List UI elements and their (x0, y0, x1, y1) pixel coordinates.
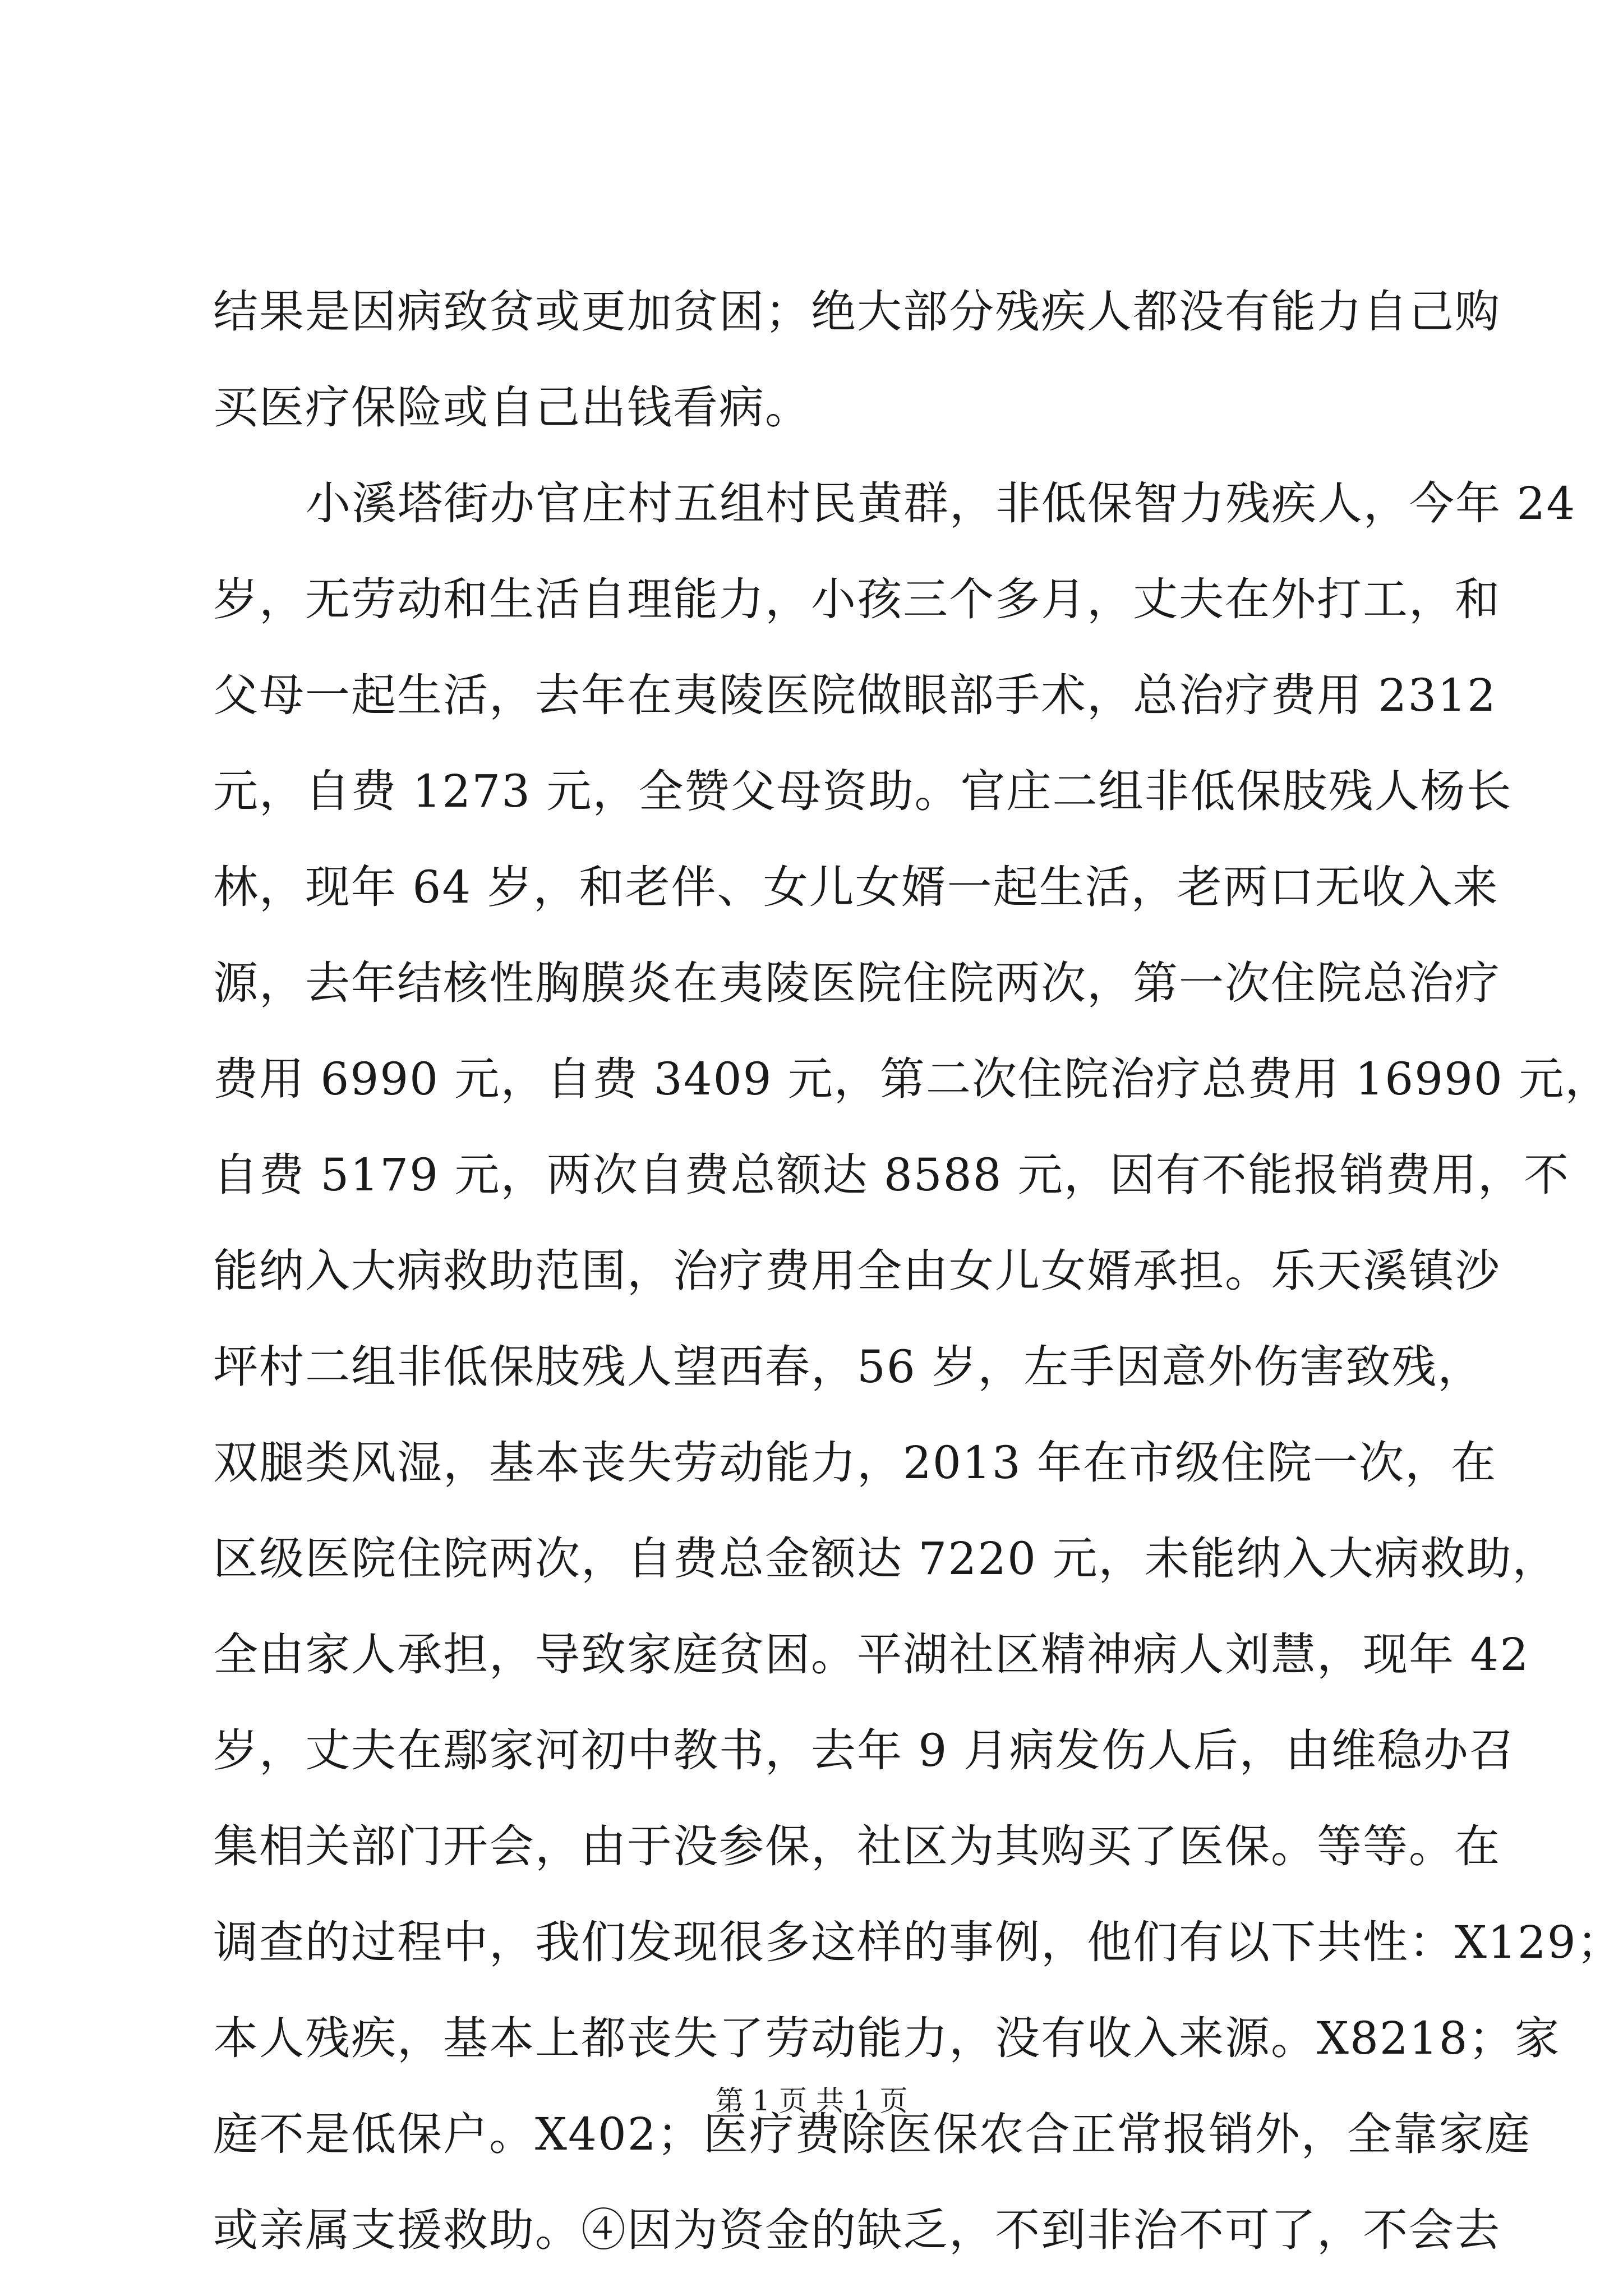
text-line: 本人残疾，基本上都丧失了劳动能力，没有收入来源。X8218；家 (213, 2012, 1561, 2064)
text-line: 岁，丈夫在鄢家河初中教书，去年 9 月病发伤人后，由维稳办召 (213, 1724, 1515, 1777)
text-line: 双腿类风湿，基本丧失劳动能力，2013 年在市级住院一次，在 (213, 1437, 1497, 1489)
text-line: 能纳入大病救助范围，治疗费用全由女儿女婿承担。乐天溪镇沙 (213, 1245, 1501, 1297)
text-line: 元，自费 1273 元，全赞父母资助。官庄二组非低保肢残人杨长 (213, 765, 1513, 817)
text-line: 或亲属支援救助。④因为资金的缺乏，不到非治不可了，不会去 (213, 2204, 1501, 2256)
text-line: 岁，无劳动和生活自理能力，小孩三个多月，丈夫在外打工，和 (213, 573, 1501, 625)
text-line: 小溪塔街办官庄村五组村民黄群，非低保智力残疾人，今年 24 (306, 477, 1576, 530)
text-line: 集相关部门开会，由于没参保，社区为其购买了医保。等等。在 (213, 1820, 1501, 1872)
text-line: 区级医院住院两次，自费总金额达 7220 元，未能纳入大病救助， (213, 1533, 1559, 1585)
body-text (213, 264, 1623, 2278)
text-line: 自费 5179 元，两次自费总额达 8588 元，因有不能报销费用，不 (213, 1149, 1570, 1201)
text-line: 父母一起生活，去年在夷陵医院做眼部手术，总治疗费用 2312 (213, 669, 1497, 721)
text-line: 调查的过程中，我们发现很多这样的事例，他们有以下共性：X129； (213, 1916, 1623, 1968)
text-line: 买医疗保险或自己出钱看病。 (213, 381, 811, 434)
text-line: 结果是因病致贫或更加贫困；绝大部分残疾人都没有能力自己购 (213, 286, 1501, 338)
text-line: 林，现年 64 岁，和老伴、女儿女婿一起生活，老两口无收入来 (213, 861, 1499, 913)
page-footer (0, 2081, 1623, 2120)
text-line: 全由家人承担，导致家庭贫困。平湖社区精神病人刘慧，现年 42 (213, 1628, 1530, 1681)
text-line: 费用 6990 元，自费 3409 元，第二次住院治疗总费用 16990 元， (213, 1053, 1611, 1105)
text-line: 源，去年结核性胸膜炎在夷陵医院住院两次，第一次住院总治疗 (213, 957, 1501, 1009)
page-number-label: 第 1 页 共 1 页 (715, 2085, 908, 2117)
text-line: 庭不是低保户。X402；医疗费除医保农合正常报销外，全靠家庭 (213, 2108, 1531, 2160)
text-line: 坪村二组非低保肢残人望西春，56 岁，左手因意外伤害致残， (213, 1341, 1484, 1393)
